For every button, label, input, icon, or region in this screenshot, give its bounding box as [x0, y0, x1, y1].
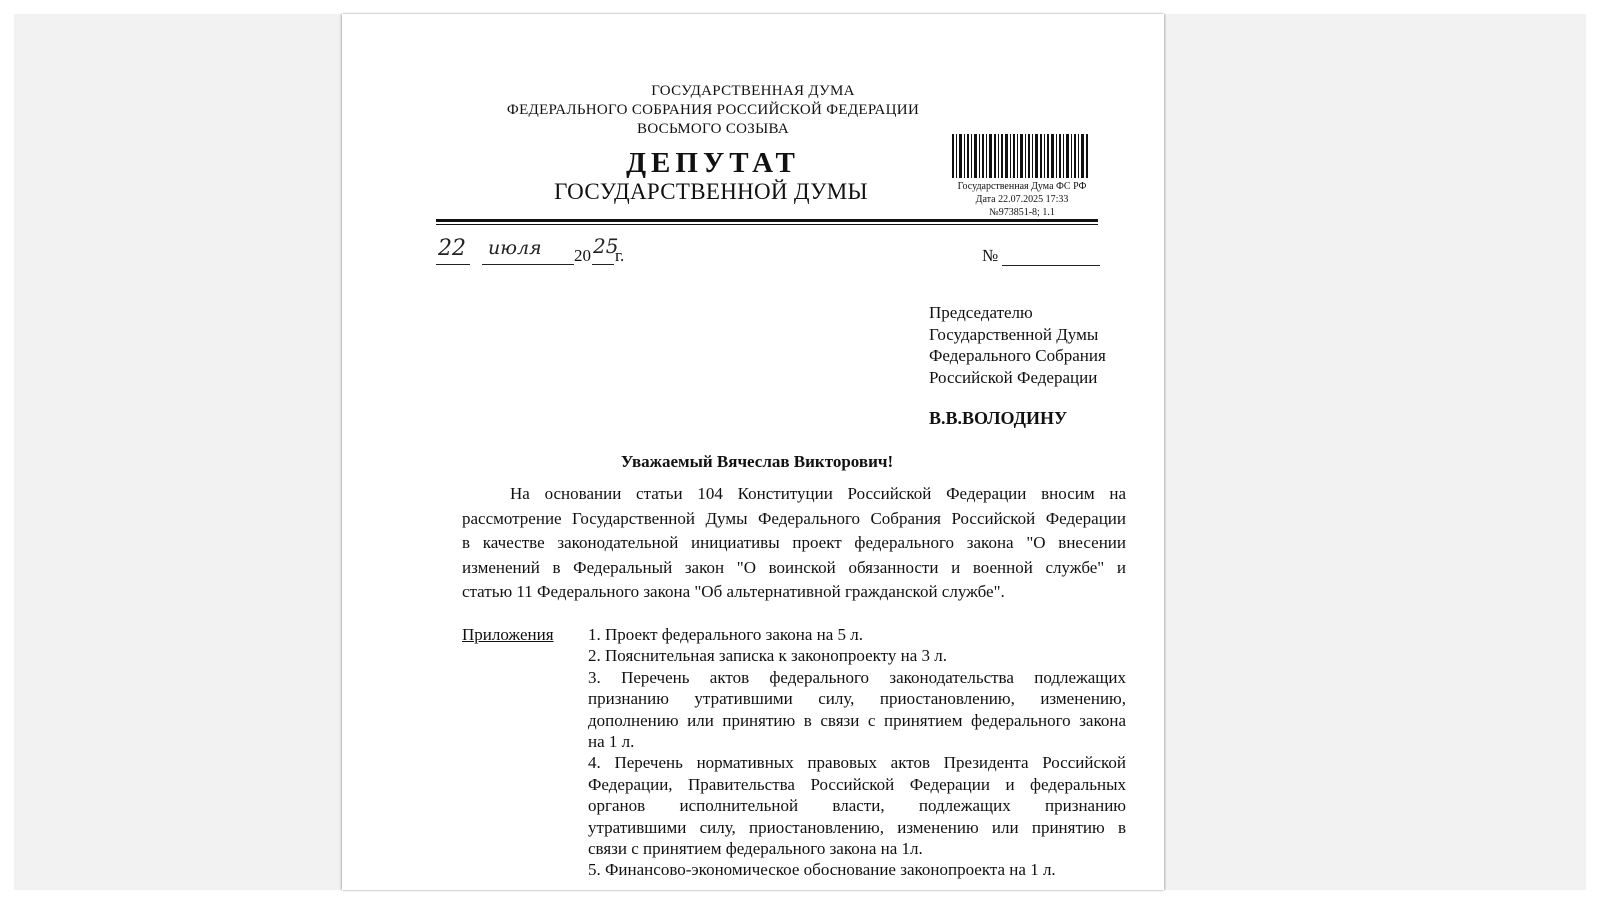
header-line-1: ГОСУДАРСТВЕННАЯ ДУМА [651, 83, 855, 99]
appendix-line: признанию утратившими силу, приостановлению, изменению, [588, 689, 1126, 709]
recipient-line: Российской Федерации [929, 367, 1098, 387]
date-day-underline [436, 264, 470, 265]
number-underline [1002, 265, 1100, 266]
deputat-title: ДЕПУТАТ [626, 147, 800, 179]
appendix-line: 1. Проект федерального закона на 5 л. [588, 625, 864, 644]
stamp-line-2: Дата 22.07.2025 17:33 [975, 194, 1069, 205]
gosduma-subtitle: ГОСУДАРСТВЕННОЙ ДУМЫ [554, 179, 868, 204]
appendix-line: 5. Финансово-экономическое обоснование законопроекта на 1 л. [588, 860, 1056, 880]
number-label: № [982, 246, 999, 265]
appendix-line: 2. Пояснительная записка к законопроекту на 3 л. [588, 646, 947, 666]
body-line: в качестве законодательной инициативы проект федерального закона "О внесении [462, 533, 1126, 553]
stamp-line-3: №973851-8; 1.1 [989, 207, 1055, 218]
date-month: июля [488, 237, 542, 259]
date-year-suffix: 25 [593, 234, 619, 258]
date-month-underline [482, 264, 574, 265]
body-line: На основании статьи 104 Конституции Российской Федерации вносим на [510, 484, 1126, 503]
appendix-line: Федерации, Правительства Российской Федерации и федеральных [588, 774, 1126, 794]
appendix-line: 4. Перечень нормативных правовых актов Президента Российской [588, 753, 1126, 773]
recipient-line: Государственной Думы [929, 324, 1099, 344]
body-line: статью 11 Федерального закона "Об альтернативной гражданской службе". [462, 582, 1005, 602]
recipient-block [929, 302, 1159, 388]
date-year-prefix: 20 [574, 246, 591, 265]
document-page [342, 14, 1164, 890]
date-suffix: г. [615, 246, 625, 265]
date-year-underline [592, 264, 614, 265]
appendix-line: 3. Перечень актов федерального законодательства подлежащих [588, 667, 1126, 687]
recipient-line: Председателю [929, 303, 1033, 322]
recipient-line: Федерального Собрания [929, 346, 1106, 365]
registration-stamp [938, 180, 1106, 219]
header-line-3: ВОСЬМОГО СОЗЫВА [637, 121, 789, 137]
appendix-line: связи с принятием федерального закона на 1л. [588, 839, 923, 859]
appendix-line: дополнению или принятию в связи с принятием федерального закона [588, 710, 1126, 730]
appendix-line: органов исполнительной власти, подлежащих признанию [588, 796, 1126, 816]
header-rule-thick [436, 219, 1098, 222]
appendix-line: утратившими силу, приостановлению, изменению или принятию в [588, 817, 1126, 837]
appendix-line: на 1 л. [588, 732, 635, 752]
header-rule-thin [436, 224, 1098, 225]
date-day: 22 [438, 236, 466, 261]
recipient-name: В.В.ВОЛОДИНУ [929, 408, 1068, 428]
header-line-2: ФЕДЕРАЛЬНОГО СОБРАНИЯ РОССИЙСКОЙ ФЕДЕРАЦИИ [506, 102, 920, 118]
stamp-line-1: Государственная Дума ФС РФ [957, 181, 1087, 192]
body-paragraph [462, 482, 1126, 605]
body-line: изменений в Федеральный закон "О воинской обязанности и военной службе" и [462, 557, 1126, 577]
barcode-image [952, 134, 1090, 178]
appendix-list [588, 624, 1126, 881]
body-line: рассмотрение Государственной Думы Федерального Собрания Российской Федерации [462, 508, 1126, 528]
salutation: Уважаемый Вячеслав Викторович! [620, 452, 894, 471]
appendix-label: Приложения [462, 625, 554, 644]
